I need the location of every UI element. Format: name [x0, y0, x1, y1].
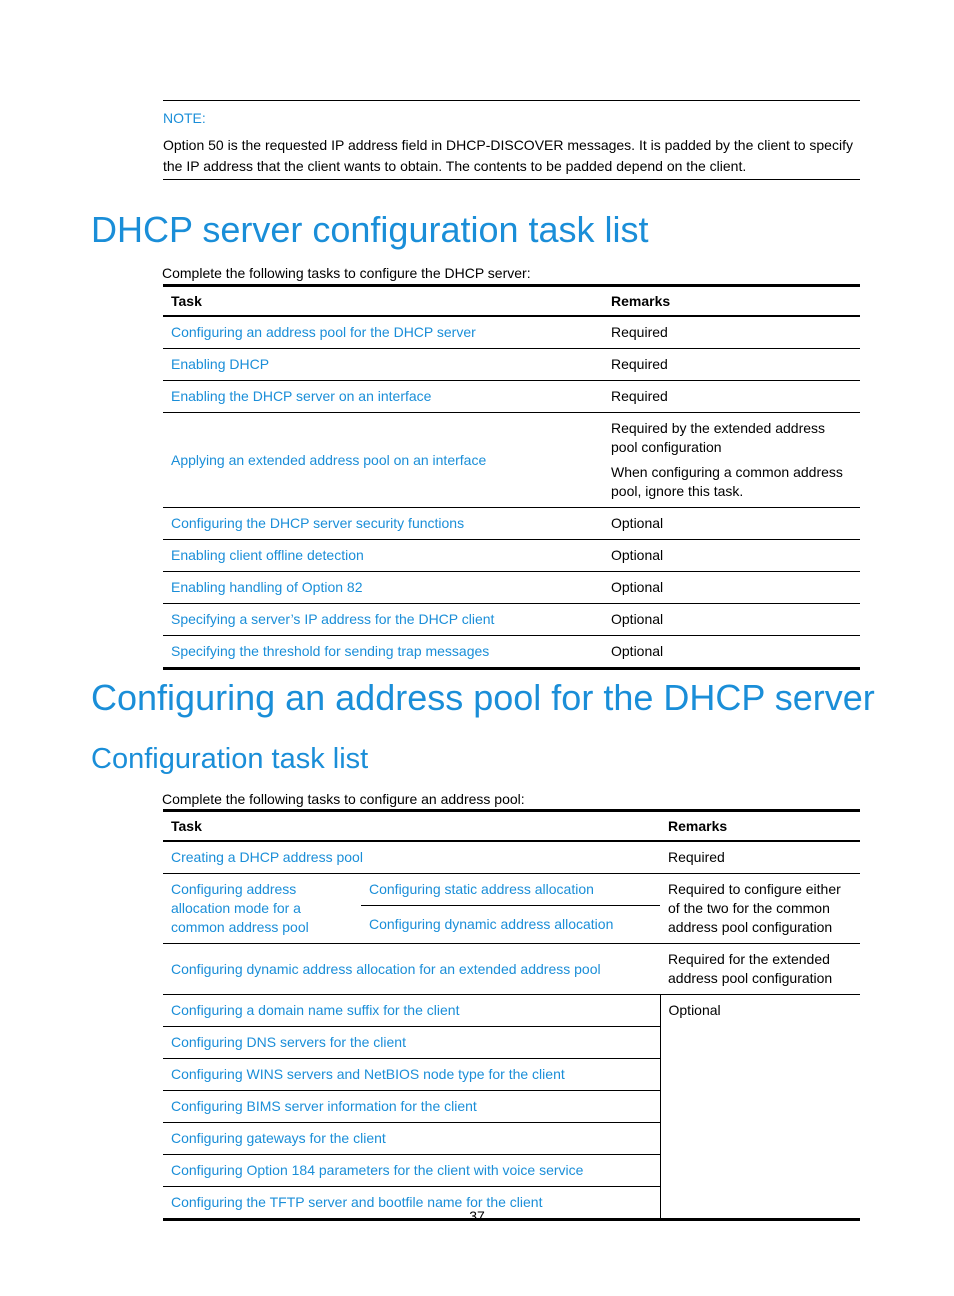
table-row — [163, 841, 860, 874]
section-title-address-pool: Configuring an address pool for the DHCP server — [91, 677, 875, 718]
task-link[interactable]: Configuring the TFTP server and bootfile name for the client — [163, 1187, 660, 1220]
remarks-cell: Required to configure either of the two for the common address pool configuration — [660, 874, 860, 944]
task-link[interactable]: Configuring WINS servers and NetBIOS node type for the client — [163, 1059, 660, 1091]
task-link[interactable]: Specifying a server’s IP address for the DHCP client — [163, 604, 603, 636]
task-link[interactable]: Enabling client offline detection — [163, 540, 603, 572]
task-link[interactable]: Configuring Option 184 parameters for the client with voice service — [163, 1155, 660, 1187]
remarks-paragraph: When configuring a common address pool, ignore this task. — [611, 464, 843, 499]
task-link[interactable]: Configuring a domain name suffix for the client — [163, 995, 660, 1027]
table-row — [163, 944, 860, 995]
table-row — [163, 508, 860, 540]
task-link[interactable]: Enabling handling of Option 82 — [163, 572, 603, 604]
task-link[interactable]: Enabling the DHCP server on an interface — [163, 381, 603, 413]
note-box — [163, 100, 860, 180]
table-row — [163, 874, 860, 906]
table-row — [163, 413, 860, 508]
note-text: Option 50 is the requested IP address field in DHCP-DISCOVER messages. It is padded by the client to specify the IP address that the client wants to obtain. The contents to be padded depend on the client. — [163, 137, 853, 174]
table-row — [163, 381, 860, 413]
subsection-title: Configuration task list — [91, 743, 369, 775]
remarks-paragraph: Required by the extended address pool configuration — [611, 420, 826, 455]
note-label: NOTE: — [163, 110, 206, 126]
remarks-cell: Optional — [603, 604, 860, 636]
remarks-cell: Optional — [603, 540, 860, 572]
col-header-remarks: Remarks — [660, 811, 860, 842]
remarks-cell: Optional — [603, 636, 860, 669]
section2-intro: Complete the following tasks to configure an address pool: — [162, 791, 525, 807]
col-header-task: Task — [163, 811, 660, 842]
task-link[interactable]: Configuring gateways for the client — [163, 1123, 660, 1155]
remarks-cell: Required for the extended address pool configuration — [660, 944, 860, 995]
task-group-link[interactable]: Configuring address allocation mode for a common address pool — [163, 874, 361, 944]
section1-intro: Complete the following tasks to configure the DHCP server: — [162, 265, 531, 281]
col-header-remarks: Remarks — [603, 286, 860, 317]
task-link[interactable]: Configuring BIMS server information for the client — [163, 1091, 660, 1123]
remarks-cell: Optional — [660, 995, 860, 1220]
task-link[interactable]: Enabling DHCP — [163, 349, 603, 381]
task-link[interactable]: Specifying the threshold for sending trap messages — [163, 636, 603, 669]
remarks-cell: Required — [603, 349, 860, 381]
section-title-task-list: DHCP server configuration task list — [91, 209, 649, 250]
table-row — [163, 349, 860, 381]
dhcp-task-table — [163, 284, 860, 670]
remarks-cell: Required — [603, 316, 860, 349]
table-row — [163, 316, 860, 349]
task-link[interactable]: Applying an extended address pool on an interface — [163, 413, 603, 508]
task-link[interactable]: Creating a DHCP address pool — [163, 841, 660, 874]
table-row — [163, 995, 860, 1027]
task-link[interactable]: Configuring static address allocation — [361, 874, 660, 906]
task-link[interactable]: Configuring dynamic address allocation for an extended address pool — [163, 944, 660, 995]
table-row — [163, 636, 860, 669]
task-link[interactable]: Configuring DNS servers for the client — [163, 1027, 660, 1059]
remarks-cell — [603, 413, 860, 508]
table-row — [163, 604, 860, 636]
task-link[interactable]: Configuring dynamic address allocation — [361, 906, 660, 944]
task-link[interactable]: Configuring an address pool for the DHCP server — [163, 316, 603, 349]
page-number: 37 — [469, 1208, 485, 1224]
remarks-cell: Optional — [603, 508, 860, 540]
remarks-cell: Required — [603, 381, 860, 413]
table-row — [163, 540, 860, 572]
remarks-cell: Optional — [603, 572, 860, 604]
col-header-task: Task — [163, 286, 603, 317]
task-link[interactable]: Configuring the DHCP server security functions — [163, 508, 603, 540]
remarks-cell: Required — [660, 841, 860, 874]
address-pool-task-table — [163, 809, 860, 1221]
table-row — [163, 572, 860, 604]
